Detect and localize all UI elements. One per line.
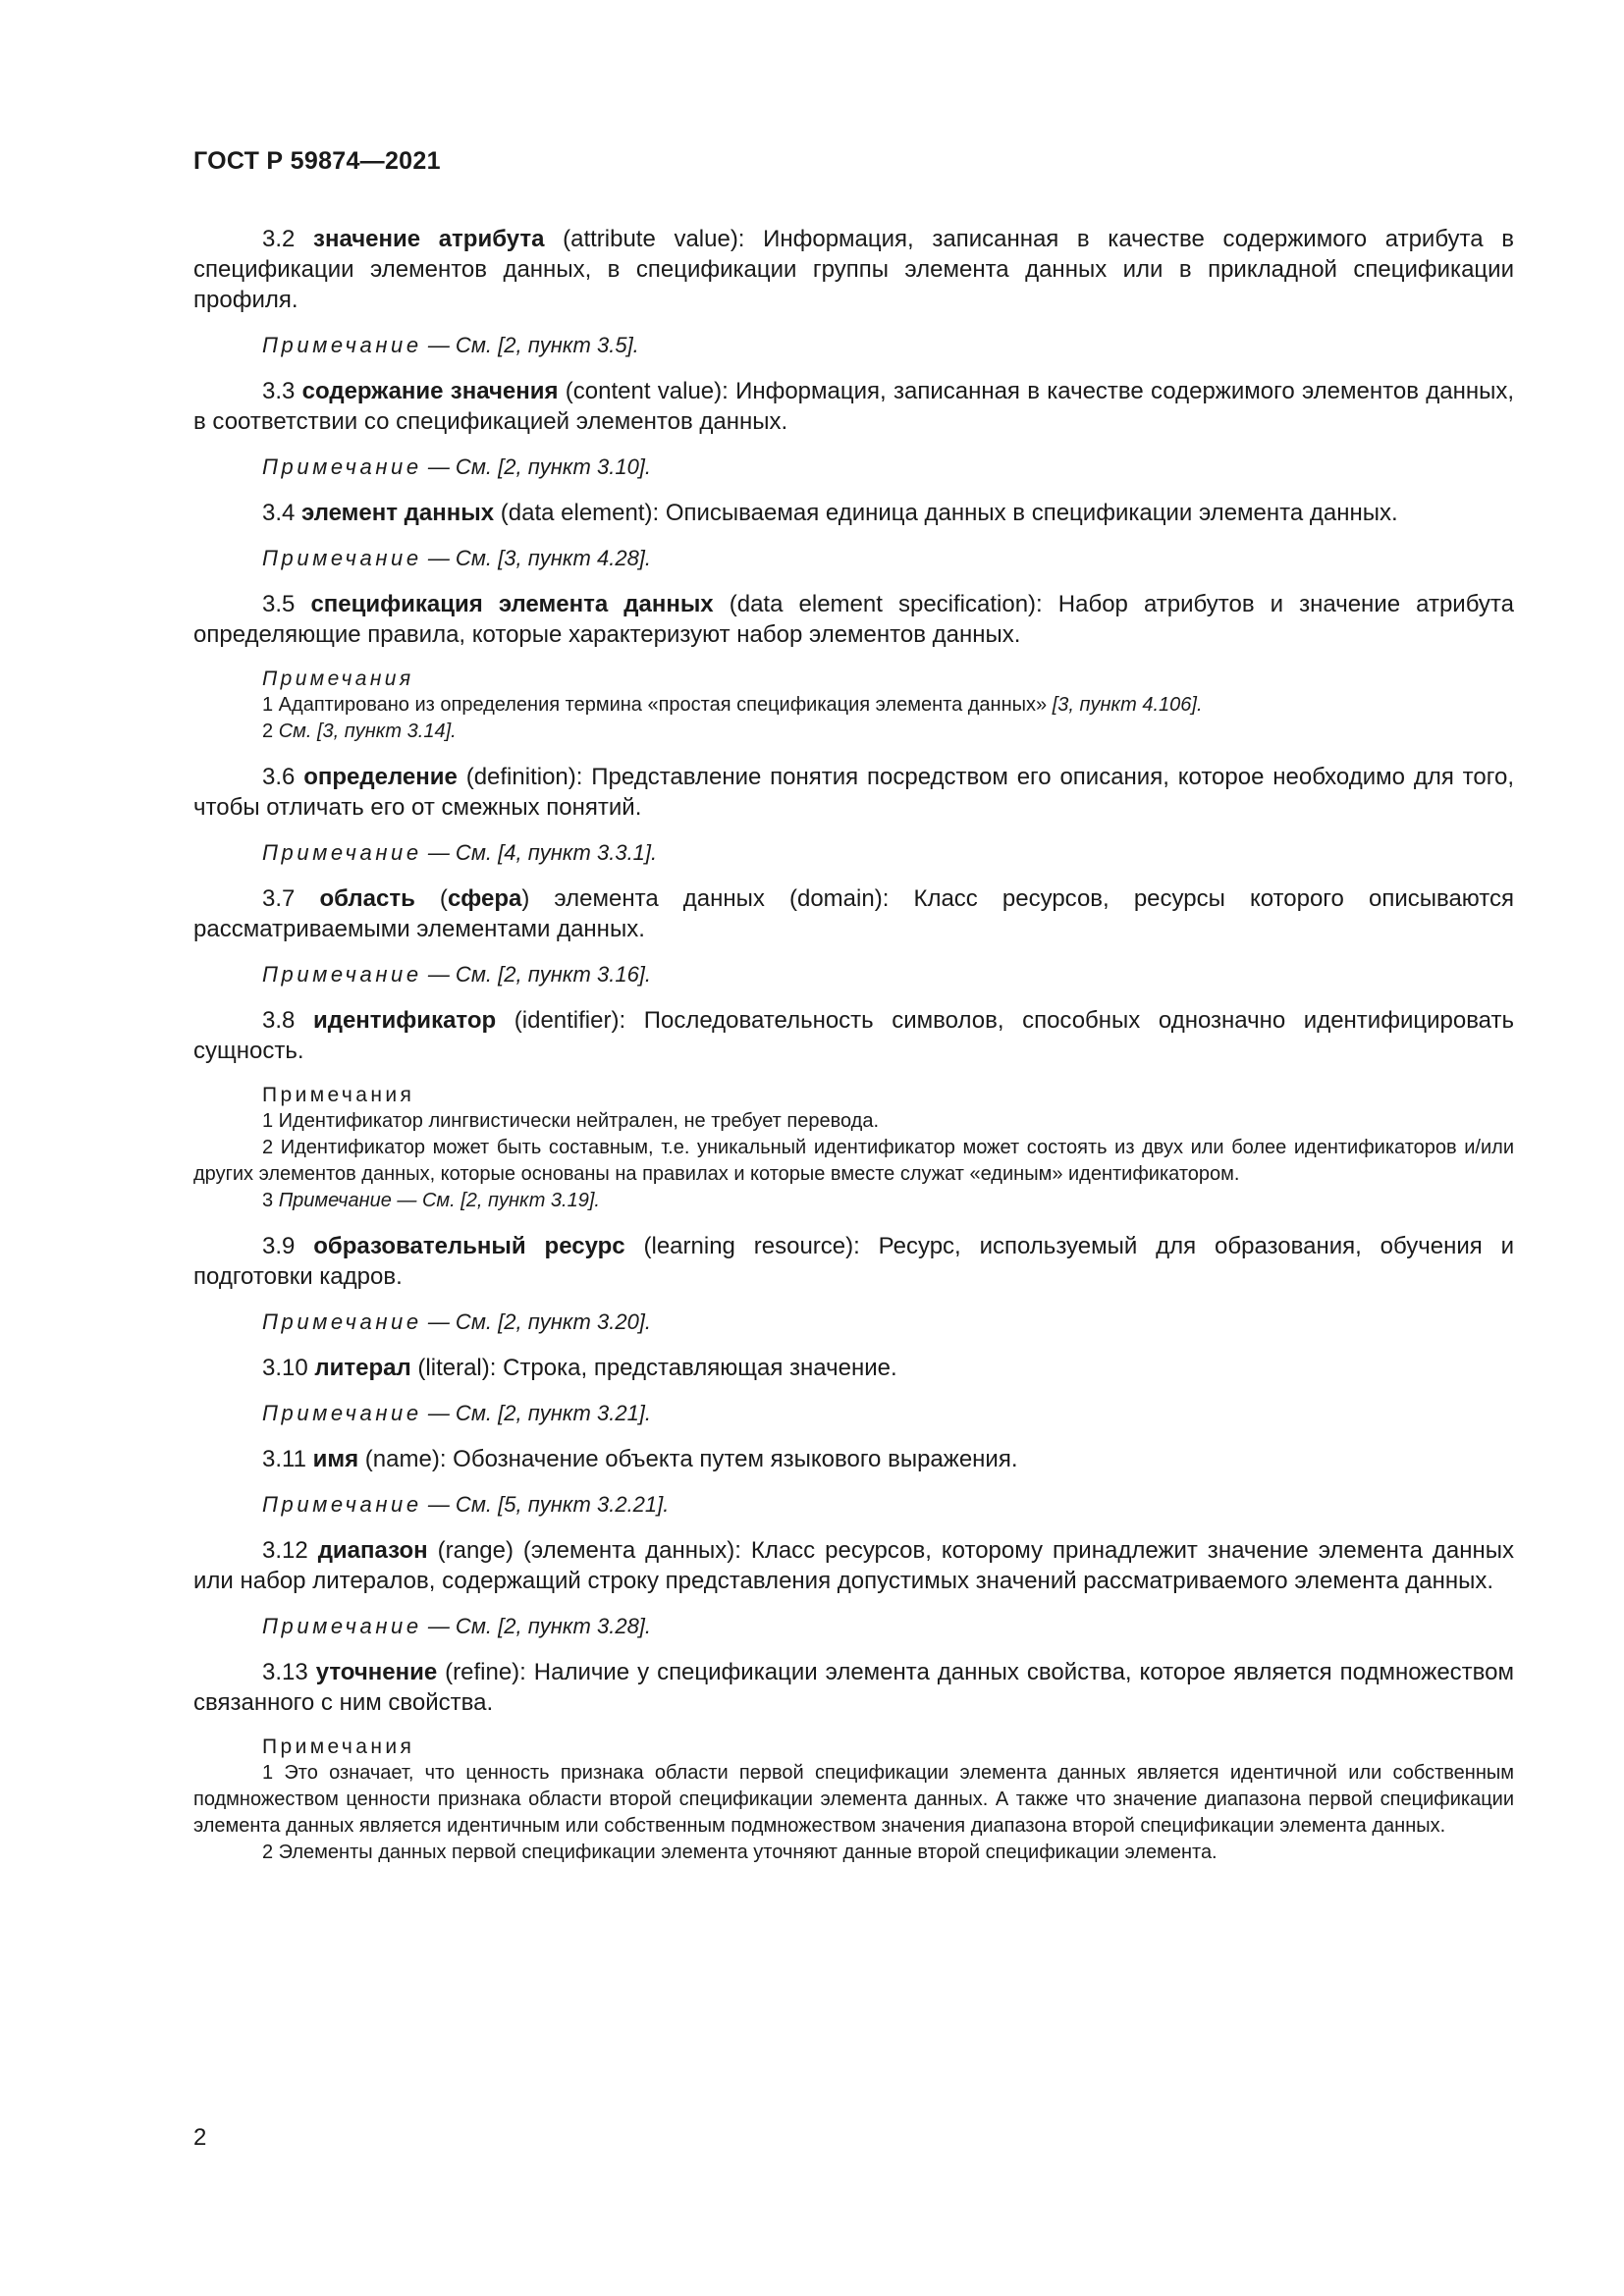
notes-3-13: Примечания 1 Это означает, что ценность признака области первой спецификации элемента данных является идентичной или собственным подмножеством ценности признака области второй спецификации элемента данных. А также что значение диапазона первой спецификации элемента данных является идентичным или собственным подмножеством значения диапазона второй спецификации элемента данных. 2 Элементы данных первой спецификации элемента уточняют данные второй спецификации элемента. bbox=[193, 1734, 1514, 1866]
definition-3-12: 3.12 диапазон (range) (элемента данных): Класс ресурсов, которому принадлежит значение элемента данных или набор литералов, содержащий строку представления допустимых значений рассматриваемого элемента данных. bbox=[193, 1537, 1515, 1594]
note-3-6: Примечание — См. [4, пункт 3.3.1]. bbox=[262, 840, 658, 865]
note-3-9: Примечание — См. [2, пункт 3.20]. bbox=[262, 1309, 652, 1334]
note-3-4: Примечание — См. [3, пункт 4.28]. bbox=[262, 546, 652, 570]
note-3-2: Примечание — См. [2, пункт 3.5]. bbox=[262, 333, 639, 357]
note-3-12: Примечание — См. [2, пункт 3.28]. bbox=[262, 1614, 652, 1638]
notes-3-8: Примечания 1 Идентификатор лингвистически нейтрален, не требует перевода. 2 Идентификатор может быть составным, т.е. уникальный идентификатор может состоять из двух или более идентификаторов и/или других элементов данных, которые основаны на правилах и которые вместе служат «единым» идентификатором. 3 Примечание — См. [2, пункт 3.19]. bbox=[193, 1082, 1514, 1214]
note-item: 2 Элементы данных первой спецификации элемента уточняют данные второй спецификации элемента. bbox=[262, 1842, 1218, 1863]
definition-3-11: 3.11 имя (name): Обозначение объекта путем языкового выражения. bbox=[262, 1446, 1018, 1472]
note-3-3: Примечание — См. [2, пункт 3.10]. bbox=[262, 454, 652, 479]
note-item: 2 См. [3, пункт 3.14]. bbox=[262, 721, 457, 742]
note-3-7: Примечание — См. [2, пункт 3.16]. bbox=[262, 962, 652, 987]
note-3-10: Примечание — См. [2, пункт 3.21]. bbox=[262, 1401, 652, 1425]
definition-3-4: 3.4 элемент данных (data element): Описываемая единица данных в спецификации элемента данных. bbox=[262, 500, 1398, 526]
note-item: 1 Это означает, что ценность признака области первой спецификации элемента данных является идентичной или собственным подмножеством ценности признака области второй спецификации элемента данных. А также что значение диапазона первой спецификации элемента данных является идентичным или собственным подмножеством значения диапазона второй спецификации элемента данных. bbox=[193, 1762, 1514, 1837]
definition-3-10: 3.10 литерал (literal): Строка, представляющая значение. bbox=[262, 1355, 897, 1381]
document-header: ГОСТ Р 59874—2021 bbox=[193, 147, 441, 175]
definition-3-9: 3.9 образовательный ресурс (learning resource): Ресурс, используемый для образования, обучения и подготовки кадров. bbox=[193, 1233, 1515, 1290]
definition-3-13: 3.13 уточнение (refine): Наличие у спецификации элемента данных свойства, которое является подмножеством связанного с ним свойства. bbox=[193, 1659, 1515, 1716]
note-item: 2 Идентификатор может быть составным, т.е. уникальный идентификатор может состоять из двух или более идентификаторов и/или других элементов данных, которые основаны на правилах и которые вместе служат «единым» идентификатором. bbox=[193, 1137, 1514, 1185]
note-item: 3 Примечание — См. [2, пункт 3.19]. bbox=[262, 1190, 600, 1211]
definition-3-2: 3.2 значение атрибута (attribute value): Информация, записанная в качестве содержимого атрибута в спецификации элементов данных, в спецификации группы элемента данных или в прикладной спецификации профиля. bbox=[193, 226, 1514, 313]
note-3-11: Примечание — См. [5, пункт 3.2.21]. bbox=[262, 1492, 670, 1517]
definition-3-7: 3.7 область (сфера) элемента данных (domain): Класс ресурсов, ресурсы которого описываются рассматриваемыми элементами данных. bbox=[193, 885, 1514, 942]
note-item: 1 Идентификатор лингвистически нейтрален, не требует перевода. bbox=[262, 1110, 879, 1132]
document-body bbox=[193, 224, 1514, 1883]
definition-3-8: 3.8 идентификатор (identifier): Последовательность символов, способных однозначно идентифицировать сущность. bbox=[193, 1007, 1514, 1064]
definition-3-6: 3.6 определение (definition): Представление понятия посредством его описания, которое необходимо для того, чтобы отличать его от смежных понятий. bbox=[193, 764, 1514, 821]
definition-3-5: 3.5 спецификация элемента данных (data element specification): Набор атрибутов и значение атрибута определяющие правила, которые характеризуют набор элементов данных. bbox=[193, 591, 1514, 648]
page-number: 2 bbox=[193, 2124, 207, 2151]
definition-3-3: 3.3 содержание значения (content value): Информация, записанная в качестве содержимого элементов данных, в соответствии со спецификацией элементов данных. bbox=[193, 378, 1515, 435]
note-item: 1 Адаптировано из определения термина «простая спецификация элемента данных» [3, пункт 4.106]. bbox=[262, 694, 1203, 716]
notes-3-5: Примечания 1 Адаптировано из определения термина «простая спецификация элемента данных» [3, пункт 4.106]. 2 См. [3, пункт 3.14]. bbox=[193, 666, 1514, 745]
